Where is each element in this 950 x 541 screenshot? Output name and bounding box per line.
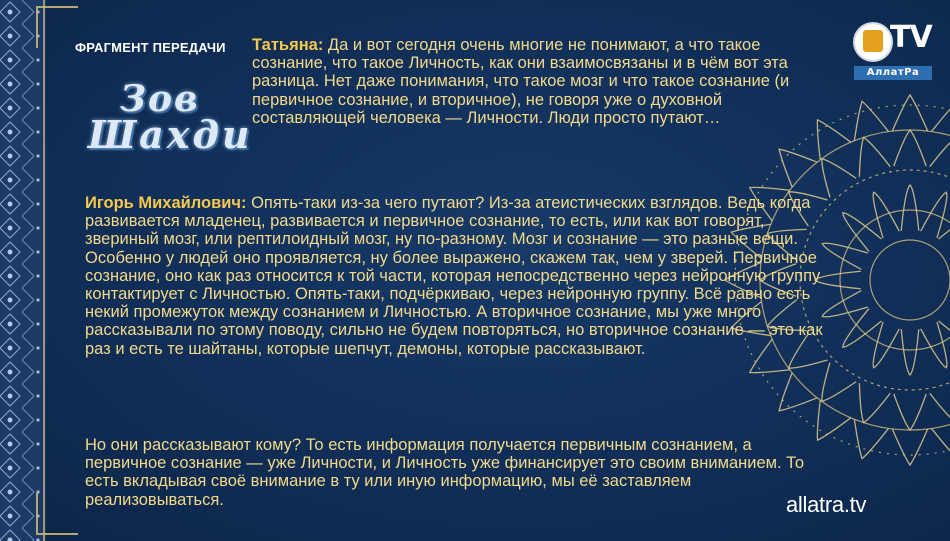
speech-text: Но они рассказывают кому? То есть информация получается первичным сознанием, а первичное сознание — уже Личности, и Личность уже финансирует это своим вниманием. То есть вкладывая своё внимание в ту или иную информацию, мы её заставляем реализовываться. — [85, 436, 805, 509]
show-logo-line1: Зов — [120, 78, 200, 120]
mandala-petal — [859, 137, 890, 176]
fragment-label: ФРАГМЕНТ ПЕРЕДАЧИ — [75, 40, 226, 55]
site-url: allatra.tv — [786, 492, 867, 517]
mandala-petal — [873, 322, 899, 368]
mandala-petal — [921, 192, 947, 238]
corner-ornament-top — [36, 6, 78, 48]
left-border-ornament — [0, 0, 46, 541]
mandala-petal — [873, 192, 899, 238]
speech-text: Да и вот сегодня очень многие не понимают, а что такое сознание, что такое Личность, как они взаимосвязаны и в чём вот эта разница. Нет даже понимания, что такое мозг и что такое сознание (и первичное сознание, и вторичное), не говоря уже о духовной составляющей человека — Личности. Люди просто путают… — [252, 36, 790, 127]
mandala-petal — [817, 120, 850, 160]
mandala-petal — [930, 383, 950, 422]
mandala-petal — [901, 185, 919, 231]
speech-text: Опять-таки из-за чего путают? Из-за атеистических взглядов. Ведь когда развивается младенец, развивается и первичное сознание, то есть, или как вот говорят, звериный мозг, или рептилоидный мозг, ну по-разному. Мозг и сознание — это разные вещи. Особенно у людей оно проявляется, ну более выражено, скажем так, чем у зверей. Первичное сознание, оно как раз относится к той части, которая непосредственно через нейронную группу контактирует с Личностью. Опять-таки, подчёркиваю, через нейронную группу. Всё равно есть некий промежуток между сознанием и Личностью. А вторичное сознание, мы уже много рассказывали по этому поводу, сильно не будем повторяться, но вторичное сознание — это как раз и есть те шайтаны, которые шепчут, демоны, которые рассказывают. — [85, 194, 823, 358]
mandala-petal — [822, 291, 868, 317]
mandala-petal — [901, 329, 919, 375]
mandala-petal — [892, 429, 927, 465]
dialogue-paragraph-1 — [252, 36, 812, 127]
dialogue-paragraph-3 — [85, 436, 825, 509]
mandala-petal — [822, 159, 856, 198]
mandala-petal — [892, 95, 927, 131]
channel-logo-tv: TV — [890, 20, 932, 55]
channel-logo — [850, 22, 938, 84]
mandala-petal — [930, 137, 950, 176]
mandala-petal — [894, 130, 926, 166]
mandala-petal — [822, 243, 868, 269]
mandala-petal — [894, 394, 926, 430]
dialogue-paragraph-2 — [85, 194, 825, 358]
show-logo-line2: Шахди — [88, 112, 253, 157]
corner-ornament-bottom — [36, 493, 78, 535]
mandala-petal — [779, 149, 817, 187]
mandala-petal — [779, 373, 817, 411]
mandala-petal — [921, 322, 947, 368]
channel-logo-subtitle: АллатРа — [854, 66, 932, 80]
speaker-name: Игорь Михайлович: — [85, 194, 247, 212]
allatra-tv-emblem-icon — [853, 22, 893, 62]
speaker-name: Татьяна: — [252, 36, 324, 54]
mandala-petal — [859, 383, 890, 422]
show-logo — [86, 78, 253, 157]
mandala-petal — [822, 363, 856, 402]
mandala-petal — [817, 400, 850, 440]
